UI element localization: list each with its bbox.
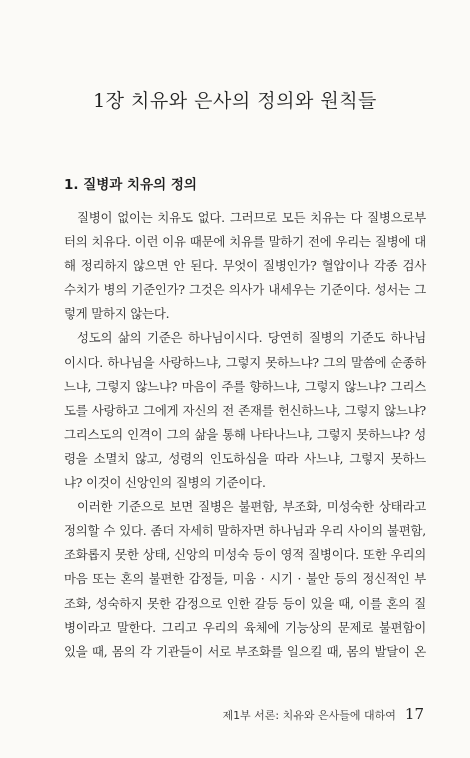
text-line: 렇게 말하지 않는다. bbox=[64, 306, 170, 322]
text-line: 정의할 수 있다. 좀더 자세히 말하자면 하나님과 우리 사이의 불편함, bbox=[64, 523, 426, 539]
text-line: 조화롭지 못한 상태, 신앙의 미성숙 등이 영적 질병이다. 또한 우리의 bbox=[64, 547, 426, 563]
text-line: 이러한 기준으로 보면 질병은 불편함, 부조화, 미성숙한 상태라고 bbox=[77, 499, 426, 515]
text-line: 도를 사랑하고 그에게 자신의 전 존재를 헌신하느냐, 그렇지 않느냐? bbox=[64, 402, 426, 418]
text-line: 령을 소멸치 않고, 성령의 인도하심을 따라 사느냐, 그렇지 못하느 bbox=[64, 450, 426, 466]
running-head: 제1부 서론: 치유와 은사들에 대하여 bbox=[222, 709, 396, 722]
text-line: 마음 또는 혼의 불편한 감정들, 미움 · 시기 · 불안 등의 정신적인 부 bbox=[64, 571, 426, 587]
text-line: 터의 치유다. 이런 이유 때문에 치유를 말하기 전에 우리는 질병에 대 bbox=[64, 234, 426, 250]
text-line: 조화, 성숙하지 못한 감정으로 인한 갈등 등이 있을 때, 이를 혼의 질 bbox=[64, 595, 426, 611]
section-heading: 1. 질병과 치유의 정의 bbox=[64, 177, 197, 193]
body-text bbox=[64, 206, 426, 664]
text-line: 냐? 이것이 신앙인의 질병의 기준이다. bbox=[64, 475, 266, 491]
text-line: 있을 때, 몸의 각 기관들이 서로 부조화를 일으킬 때, 몸의 발달이 온 bbox=[64, 643, 426, 659]
text-line: 수치가 병의 기준인가? 그것은 의사가 내세우는 기준이다. 성서는 그 bbox=[64, 282, 426, 298]
page-footer bbox=[222, 705, 424, 723]
text-line: 이시다. 하나님을 사랑하느냐, 그렇지 못하느냐? 그의 말씀에 순종하 bbox=[64, 354, 426, 370]
text-line: 성도의 삶의 기준은 하나님이시다. 당연히 질병의 기준도 하나님 bbox=[77, 330, 426, 346]
text-line: 느냐, 그렇지 않느냐? 마음이 주를 향하느냐, 그렇지 않느냐? 그리스 bbox=[64, 378, 426, 394]
text-line: 병이라고 말한다. 그리고 우리의 육체에 기능상의 문제로 불편함이 bbox=[64, 619, 426, 635]
chapter-title: 1장 치유와 은사의 정의와 원칙들 bbox=[93, 90, 377, 112]
text-line: 질병이 없이는 치유도 없다. 그러므로 모든 치유는 다 질병으로부 bbox=[77, 210, 426, 225]
page-number: 17 bbox=[404, 705, 424, 723]
text-line: 해 정리하지 않으면 안 된다. 무엇이 질병인가? 혈압이나 각종 검사 bbox=[64, 258, 426, 274]
text-line: 그리스도의 인격이 그의 삶을 통해 나타나느냐, 그렇지 못하느냐? 성 bbox=[64, 426, 426, 442]
